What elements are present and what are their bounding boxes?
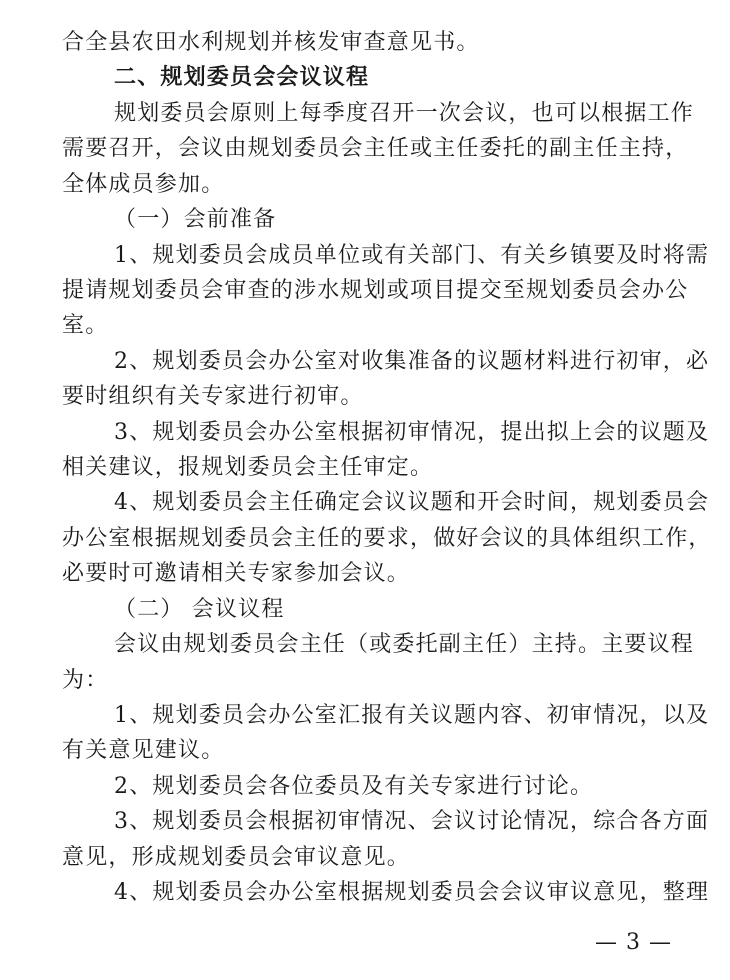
paragraph-line: 需要召开，会议由规划委员会主任或主任委托的副主任主持， (62, 136, 689, 161)
paragraph-line: 4、规划委员会主任确定会议议题和开会时间，规划委员会 (114, 490, 710, 515)
paragraph-line: 要时组织有关专家进行初审。 (62, 384, 364, 409)
paragraph-line: 4、规划委员会办公室根据规划委员会会议审议意见，整理 (114, 880, 710, 905)
paragraph-line: 3、规划委员会办公室根据初审情况，提出拟上会的议题及 (114, 420, 710, 445)
paragraph-line: 全体成员参加。 (62, 172, 225, 197)
paragraph-line: 必要时可邀请相关专家参加会议。 (62, 561, 411, 586)
paragraph-line: 意见，形成规划委员会审议意见。 (62, 845, 411, 870)
paragraph-line: 为： (62, 668, 109, 693)
paragraph-line: 会议由规划委员会主任（或委托副主任）主持。主要议程 (114, 632, 695, 657)
paragraph-line: 有关意见建议。 (62, 738, 225, 763)
paragraph-line: 2、规划委员会办公室对收集准备的议题材料进行初审，必 (114, 349, 710, 374)
paragraph-line: 1、规划委员会办公室汇报有关议题内容、初审情况，以及 (114, 703, 710, 728)
subsection-heading: （二） 会议议程 (114, 597, 285, 622)
subsection-heading: （一）会前准备 (114, 207, 277, 232)
section-heading: 二、规划委员会会议议程 (114, 65, 370, 90)
paragraph-line: 规划委员会原则上每季度召开一次会议，也可以根据工作 (114, 101, 695, 126)
paragraph-line: 室。 (62, 313, 109, 338)
paragraph-line: 提请规划委员会审查的涉水规划或项目提交至规划委员会办公 (62, 278, 689, 303)
paragraph-line: 1、规划委员会成员单位或有关部门、有关乡镇要及时将需 (114, 243, 710, 268)
paragraph-line: 办公室根据规划委员会主任的要求，做好会议的具体组织工作， (62, 526, 712, 551)
paragraph-line: 相关建议，报规划委员会主任审定。 (62, 455, 434, 480)
paragraph-line: 2、规划委员会各位委员及有关专家进行讨论。 (114, 774, 594, 799)
page-number: — 3 — (595, 930, 672, 955)
paragraph-line: 合全县农田水利规划并核发审查意见书。 (62, 30, 480, 55)
paragraph-line: 3、规划委员会根据初审情况、会议讨论情况，综合各方面 (114, 809, 710, 834)
